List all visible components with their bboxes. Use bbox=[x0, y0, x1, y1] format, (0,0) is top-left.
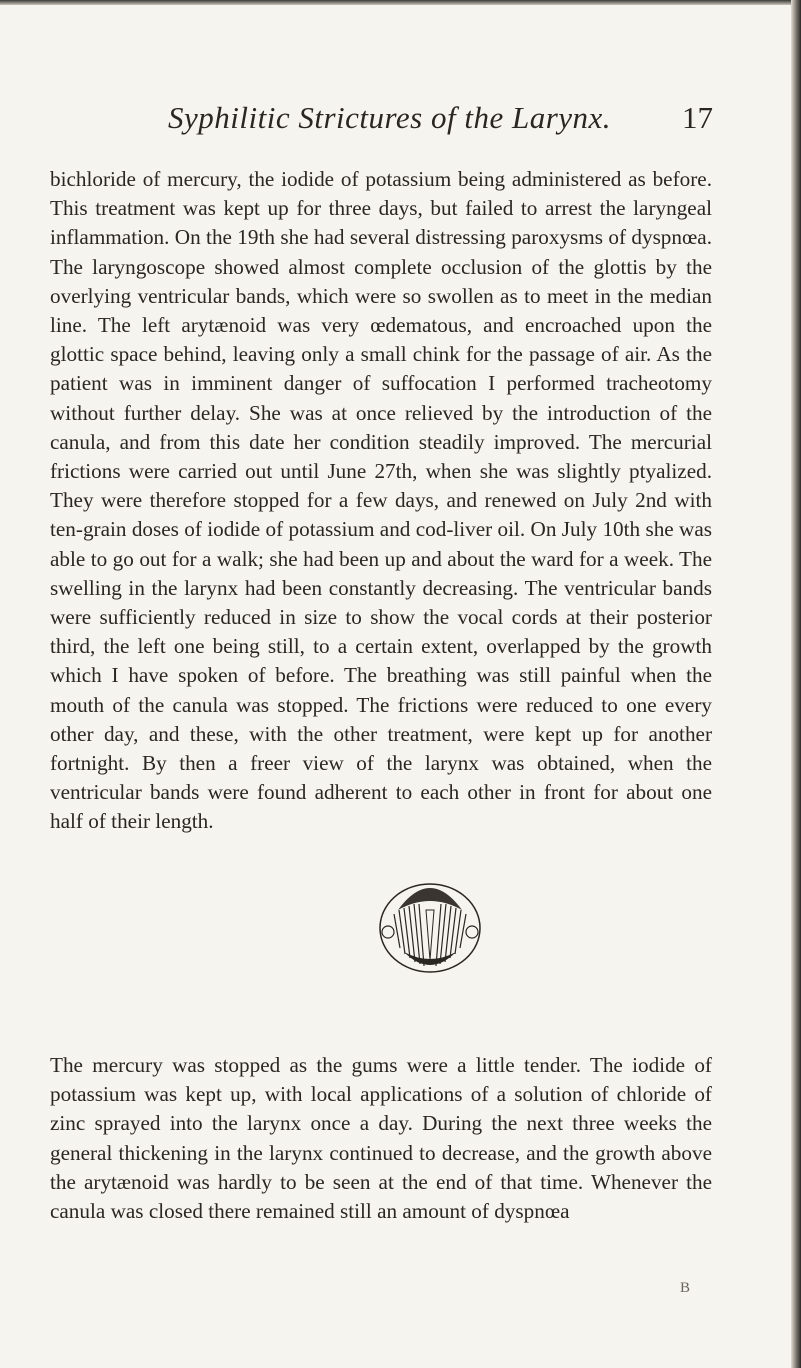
page-edge-right bbox=[791, 0, 801, 1368]
running-header bbox=[168, 100, 713, 148]
body-paragraph: bichloride of mercury, the iodide of potassium being administered as before. This treatment was kept up for three days, but failed to arrest the laryngeal inflammation. On the 19th she had several distressing paroxysms of dyspnœa. The laryngoscope showed almost complete occlusion of the glottis by the overlying ventricular bands, which were so swollen as to meet in the median line. The left arytænoid was very œdematous, and encroached upon the glottic space behind, leaving only a small chink for the passage of air. As the patient was in imminent danger of suffocation I performed tracheotomy without further delay. She was at once relieved by the introduction of the canula, and from this date her condition steadily improved. The mercurial frictions were carried out until June 27th, when she was slightly ptyalized. They were therefore stopped for a few days, and renewed on July 2nd with ten-grain doses of iodide of potassium and cod-liver oil. On July 10th she was able to go out for a walk; she had been up and about the ward for a week. The swelling in the larynx had been constantly decreasing. The ventricular bands were sufficiently reduced in size to show the vocal cords at their posterior third, the left one being still, to a certain extent, overlapped by the growth which I have spoken of before. The breathing was still painful when the mouth of the canula was stopped. The frictions were reduced to one every other day, and these, with the other treatment, were kept up for another fortnight. By then a freer view of the larynx was obtained, when the ventricular bands were found adherent to each other in front for about one half of their length. bbox=[50, 167, 712, 834]
signature-mark: B bbox=[680, 1280, 691, 1296]
page-number: 17 bbox=[682, 100, 713, 135]
page-edge-top bbox=[0, 0, 801, 5]
running-title: Syphilitic Strictures of the Larynx. bbox=[168, 100, 612, 135]
larynx-engraving-icon bbox=[370, 870, 490, 980]
body-paragraph: The mercury was stopped as the gums were a little tender. The iodide of potassium was kept up, with local applications of a solution of chloride of zinc sprayed into the larynx once a day. During the next three weeks the general thickening in the larynx continued to decrease, and the growth above the arytænoid was hardly to be seen at the end of that time. Whenever the canula was closed there remained still an amount of dyspnœa bbox=[50, 1053, 712, 1224]
